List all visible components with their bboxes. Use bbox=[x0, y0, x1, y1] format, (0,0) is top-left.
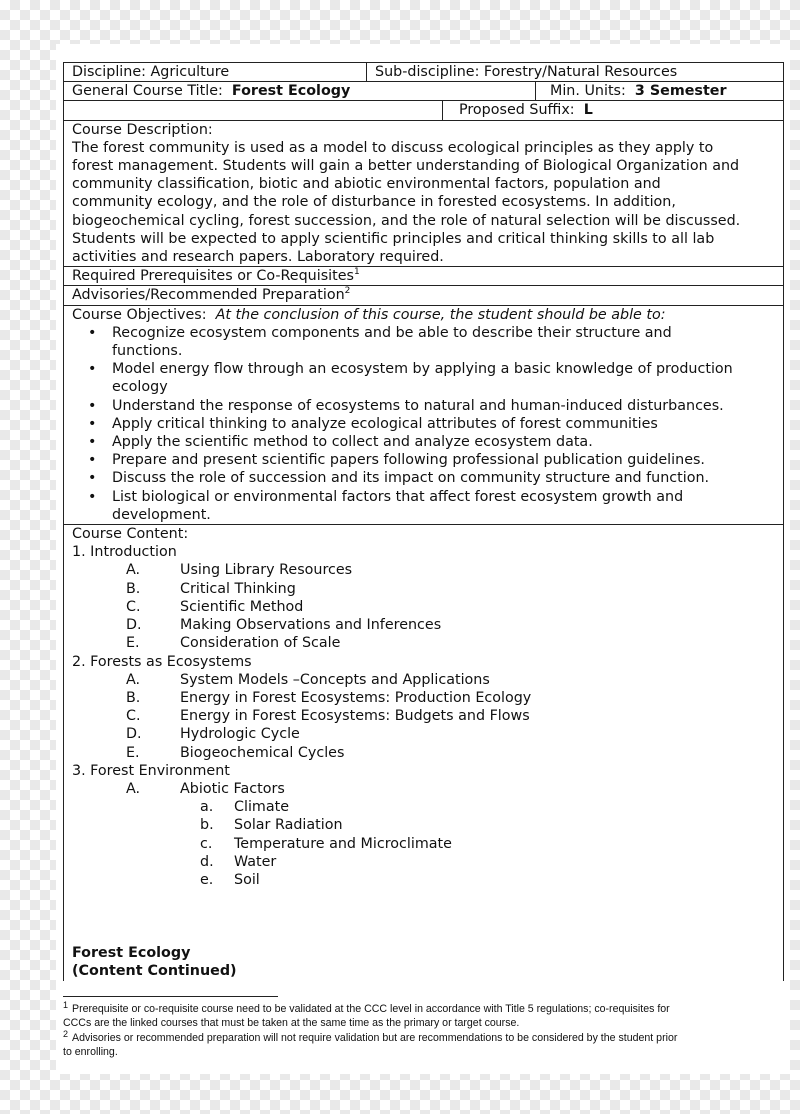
list-item bbox=[72, 780, 775, 798]
course-title: Forest Ecology bbox=[231, 83, 351, 100]
objective-text: functions. bbox=[112, 343, 183, 360]
item-letter: D. bbox=[126, 726, 142, 743]
description-label: Course Description: bbox=[72, 121, 213, 138]
units-value: 3 Semester bbox=[634, 83, 727, 100]
footnote-text: Prerequisite or co-requisite course need to be validated at the CCC level in accordance with Title 5 regulations; co-requisites for bbox=[72, 1003, 670, 1015]
topic-title: 3. Forest Environment bbox=[72, 762, 230, 779]
item-text: Temperature and Microclimate bbox=[234, 835, 452, 852]
objectives-header bbox=[72, 306, 775, 324]
footnotes bbox=[63, 996, 782, 1061]
item-letter: a. bbox=[200, 799, 214, 816]
objectives-intro: At the conclusion of this course, the student should be able to: bbox=[215, 306, 666, 323]
objective-text: • Recognize ecosystem components and be able to describe their structure and bbox=[112, 324, 672, 341]
content-footer-title: Forest Ecology bbox=[72, 945, 191, 962]
item-text: Climate bbox=[234, 799, 290, 816]
item-letter: C. bbox=[126, 598, 141, 615]
suffix-spacer bbox=[64, 101, 443, 119]
course-title-cell bbox=[64, 82, 536, 100]
list-item bbox=[72, 725, 775, 743]
list-item bbox=[72, 616, 775, 634]
item-letter: A. bbox=[126, 562, 141, 579]
item-letter: c. bbox=[200, 835, 213, 852]
list-item bbox=[72, 488, 775, 524]
objective-text: • Model energy flow through an ecosystem by applying a basic knowledge of production bbox=[112, 361, 733, 378]
footnote-ref-1: 1 bbox=[353, 267, 360, 278]
item-letter: e. bbox=[200, 871, 214, 888]
item-text: Water bbox=[234, 853, 277, 870]
description-line: Students will be expected to apply scientific principles and critical thinking skills to all lab bbox=[72, 230, 715, 247]
prerequisites-row bbox=[64, 267, 783, 286]
objectives-list bbox=[72, 324, 775, 524]
advisories-row bbox=[64, 286, 783, 305]
description-line: biogeochemical cycling, forest succession, and the role of natural selection will be discussed. bbox=[72, 212, 741, 229]
content-footer-note: (Content Continued) bbox=[72, 963, 237, 980]
item-text: System Models –Concepts and Applications bbox=[180, 671, 490, 688]
list-item bbox=[72, 451, 775, 469]
item-letter: D. bbox=[126, 617, 142, 634]
suffix-label: Proposed Suffix: bbox=[459, 102, 575, 119]
list-item bbox=[72, 671, 775, 689]
list-item bbox=[72, 415, 775, 433]
footnote bbox=[63, 1000, 782, 1030]
objective-text: • Discuss the role of succession and its impact on community structure and function. bbox=[112, 470, 710, 487]
suffix-value: L bbox=[583, 102, 593, 119]
item-text: Scientific Method bbox=[180, 598, 304, 615]
course-objectives bbox=[64, 306, 783, 525]
objective-text: • List biological or environmental factors that affect forest ecosystem growth and bbox=[112, 488, 684, 505]
list-item bbox=[72, 816, 775, 834]
course-content bbox=[64, 525, 783, 981]
list-item bbox=[72, 835, 775, 853]
objectives-label: Course Objectives: bbox=[72, 306, 207, 323]
course-description bbox=[64, 121, 783, 268]
item-text: Consideration of Scale bbox=[180, 635, 341, 652]
list-item bbox=[72, 689, 775, 707]
list-item bbox=[72, 744, 775, 762]
course-outline-form bbox=[63, 62, 784, 981]
footnote-number: 2 bbox=[63, 1029, 69, 1040]
item-text: Energy in Forest Ecosystems: Budgets and Flows bbox=[180, 708, 530, 725]
item-text: Biogeochemical Cycles bbox=[180, 744, 345, 761]
prerequisites-label: Required Prerequisites or Co-Requisites bbox=[72, 268, 354, 285]
objective-text: • Apply critical thinking to analyze ecological attributes of forest communities bbox=[112, 415, 658, 432]
list-item bbox=[72, 360, 775, 396]
item-letter: E. bbox=[126, 635, 140, 652]
document-page bbox=[56, 44, 790, 1074]
description-line: community classification, biotic and abiotic environmental factors, population and bbox=[72, 176, 661, 193]
item-letter: b. bbox=[200, 817, 214, 834]
list-item bbox=[72, 433, 775, 451]
content-label: Course Content: bbox=[72, 526, 189, 543]
list-item bbox=[72, 324, 775, 360]
advisories-label: Advisories/Recommended Preparation bbox=[72, 287, 345, 304]
description-line: community ecology, and the role of disturbance in forested ecosystems. In addition, bbox=[72, 194, 676, 211]
item-text: Using Library Resources bbox=[180, 562, 353, 579]
item-letter: A. bbox=[126, 671, 141, 688]
footnote-text: Advisories or recommended preparation will not require validation but are recommendations to be considered by the student prior bbox=[72, 1032, 678, 1045]
footnote-text: CCCs are the linked courses that must be taken at the same time as the primary or target course. bbox=[63, 1016, 520, 1029]
item-text: Making Observations and Inferences bbox=[180, 617, 442, 634]
item-text: Hydrologic Cycle bbox=[180, 726, 300, 743]
footnote-number: 1 bbox=[63, 1000, 69, 1010]
footnote-divider bbox=[63, 996, 278, 997]
footnote-text: to enrolling. bbox=[63, 1045, 118, 1058]
objective-text: • Apply the scientific method to collect and analyze ecosystem data. bbox=[112, 434, 593, 451]
list-item bbox=[72, 853, 775, 871]
list-item bbox=[72, 469, 775, 487]
objective-text: • Prepare and present scientific papers following professional publication guidelines. bbox=[112, 452, 705, 469]
item-letter: B. bbox=[126, 689, 141, 706]
topic-title: 2. Forests as Ecosystems bbox=[72, 653, 252, 670]
discipline-row bbox=[64, 63, 783, 82]
item-text: Critical Thinking bbox=[180, 580, 296, 597]
item-text: Solar Radiation bbox=[234, 817, 343, 834]
list-item bbox=[72, 580, 775, 598]
footnote-ref-2: 2 bbox=[344, 286, 351, 297]
objective-text: development. bbox=[112, 506, 211, 523]
suffix-row bbox=[64, 101, 783, 120]
course-title-label: General Course Title: bbox=[72, 83, 223, 100]
content-continued bbox=[72, 944, 237, 980]
item-letter: d. bbox=[200, 853, 214, 870]
item-letter: B. bbox=[126, 580, 141, 597]
list-item bbox=[72, 561, 775, 579]
list-item bbox=[72, 798, 775, 816]
list-item bbox=[72, 634, 775, 652]
item-letter: E. bbox=[126, 744, 140, 761]
subdiscipline-cell: Sub-discipline: Forestry/Natural Resources bbox=[375, 64, 678, 80]
item-text: Soil bbox=[234, 871, 260, 888]
objective-text: ecology bbox=[112, 379, 168, 396]
title-row bbox=[64, 82, 783, 101]
item-letter: C. bbox=[126, 708, 141, 725]
suffix-cell bbox=[443, 101, 601, 119]
list-item bbox=[72, 397, 775, 415]
description-line: The forest community is used as a model to discuss ecological principles as they apply to bbox=[72, 139, 714, 156]
description-line: activities and research papers. Laboratory required. bbox=[72, 249, 444, 266]
list-item bbox=[72, 871, 775, 889]
discipline-cell: Discipline: Agriculture bbox=[64, 63, 367, 81]
description-line: forest management. Students will gain a better understanding of Biological Organization and bbox=[72, 158, 740, 175]
units-cell bbox=[536, 82, 735, 100]
item-text: Abiotic Factors bbox=[180, 780, 285, 797]
topic-title: 1. Introduction bbox=[72, 544, 177, 561]
objective-text: • Understand the response of ecosystems to natural and human-induced disturbances. bbox=[112, 397, 724, 414]
item-letter: A. bbox=[126, 780, 141, 797]
footnote bbox=[63, 1029, 782, 1059]
list-item bbox=[72, 598, 775, 616]
list-item bbox=[72, 707, 775, 725]
units-label: Min. Units: bbox=[550, 83, 626, 100]
item-text: Energy in Forest Ecosystems: Production Ecology bbox=[180, 689, 532, 706]
